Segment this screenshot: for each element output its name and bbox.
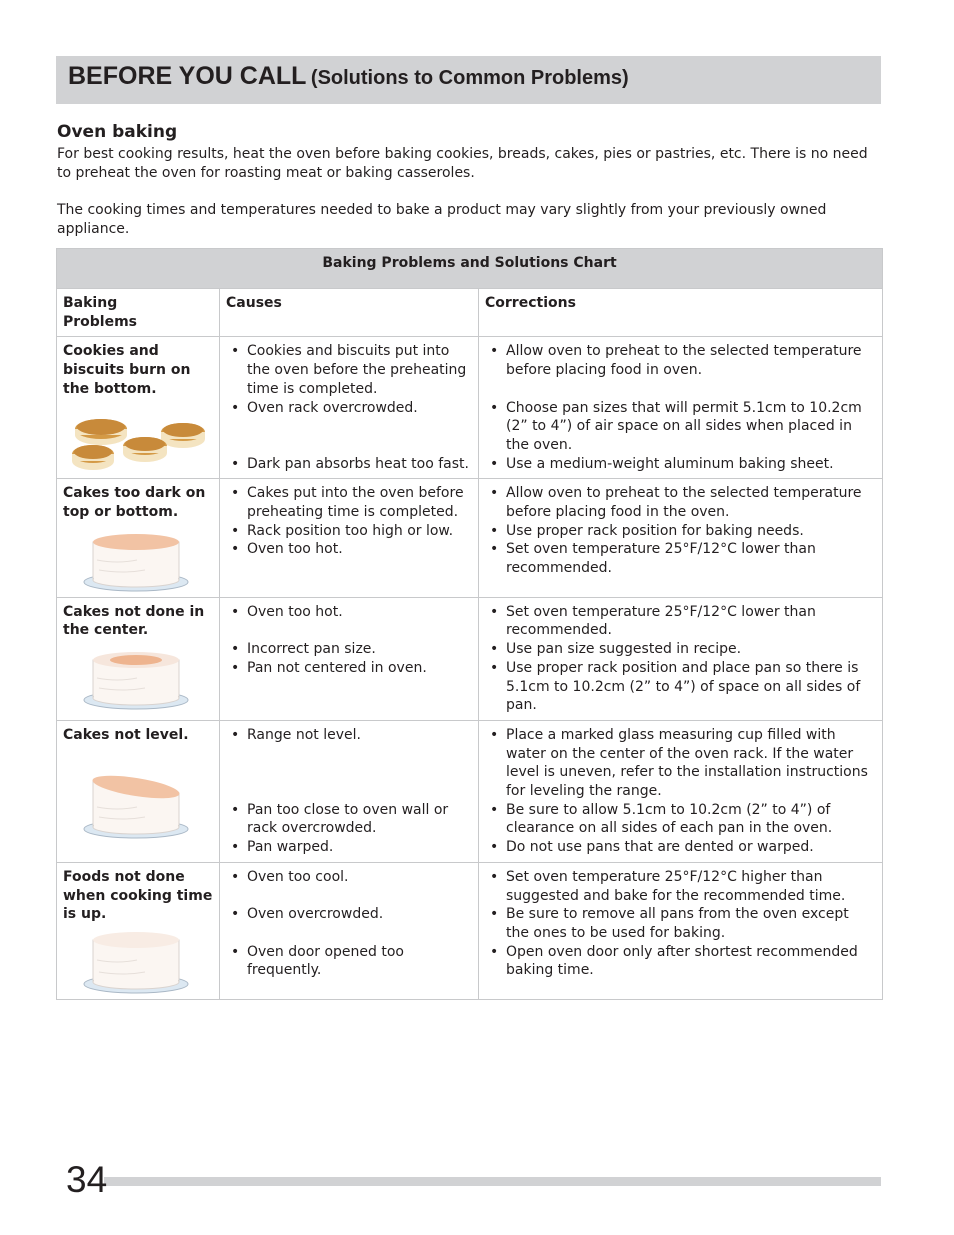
cause-item: • Pan too close to oven wall or rack overcrowded. (226, 801, 472, 838)
cookies-icon (71, 405, 205, 473)
cookie-3 (72, 445, 114, 470)
cause-item: • Oven overcrowded. (226, 905, 472, 924)
corrections-cell (479, 337, 883, 479)
causes-cell (220, 337, 479, 479)
correction-item: • Open oven door only after shortest recommended baking time. (485, 943, 876, 980)
cause-item: • Rack position too high or low. (226, 522, 472, 541)
correction-item: • Place a marked glass measuring cup filled with water on the center of the oven rack. If the water level is uneven, refer to the installation instructions for leveling the range. (485, 726, 876, 801)
cause-item: • Oven too hot. (226, 540, 472, 559)
cause-item: • Oven too cool. (226, 868, 472, 887)
column-header-problems: Baking Problems (57, 289, 220, 337)
problem-text: Cookies and biscuits burn on the bottom. (63, 343, 191, 397)
cause-item: • Incorrect pan size. (226, 640, 472, 659)
cause-item: • Oven door opened too frequently. (226, 943, 472, 980)
causes-cell (220, 479, 479, 597)
cause-item: • Pan warped. (226, 838, 472, 857)
problem-cell (57, 479, 220, 597)
correction-item: • Allow oven to preheat to the selected temperature before placing food in the oven. (485, 484, 876, 521)
corrections-cell (479, 479, 883, 597)
corrections-cell (479, 720, 883, 862)
tilted-cake-icon (81, 771, 191, 841)
cause-item: • Cakes put into the oven before preheating time is completed. (226, 484, 472, 521)
table-row (57, 597, 883, 720)
problem-cell (57, 720, 220, 862)
problem-text: Cakes not level. (63, 726, 189, 743)
cookie-4 (123, 437, 167, 462)
baking-problems-table (56, 248, 883, 1000)
cause-item: • Dark pan absorbs heat too fast. (226, 455, 472, 474)
problem-cell (57, 862, 220, 999)
cake-icon (81, 928, 191, 994)
page-number: 34 (66, 1159, 108, 1200)
cause-item: • Range not level. (226, 726, 472, 745)
intro-paragraph-1: For best cooking results, heat the oven before baking cookies, breads, cakes, pies or pastries, etc. There is no need to preheat the oven for roasting meat or baking casseroles. (57, 146, 868, 181)
section-title: Oven baking (57, 122, 178, 142)
correction-item: • Do not use pans that are dented or warped. (485, 838, 876, 857)
page-title-main: BEFORE YOU CALL (68, 62, 307, 90)
problem-cell (57, 597, 220, 720)
table-row (57, 862, 883, 999)
cause-item: • Cookies and biscuits put into the oven before the preheating time is completed. (226, 342, 472, 398)
corrections-cell (479, 597, 883, 720)
cookie-1 (75, 419, 127, 445)
cookie-2 (161, 423, 205, 448)
causes-cell (220, 862, 479, 999)
problem-text: Foods not done when cooking time is up. (63, 868, 213, 923)
table-title-row (57, 249, 883, 289)
correction-item: • Set oven temperature 25°F/12°C lower than recommended. (485, 603, 876, 640)
column-header-corrections: Corrections (479, 289, 883, 337)
table-row (57, 337, 883, 479)
problem-cell (57, 337, 220, 479)
correction-item: • Set oven temperature 25°F/12°C higher than suggested and bake for the recommended time. (485, 868, 876, 905)
footer-bar (104, 1177, 881, 1186)
correction-item: • Use pan size suggested in recipe. (485, 640, 876, 659)
problem-text: Cakes too dark on top or bottom. (63, 485, 206, 521)
causes-cell (220, 720, 479, 862)
table-header-row (57, 289, 883, 337)
correction-item: • Be sure to allow 5.1cm to 10.2cm (2” to 4”) of clearance on all sides of each pan in the oven. (485, 801, 876, 838)
correction-item: • Be sure to remove all pans from the oven except the ones to be used for baking. (485, 905, 876, 942)
causes-cell (220, 597, 479, 720)
page-title (68, 62, 629, 91)
table-row (57, 479, 883, 597)
intro-paragraph-2: The cooking times and temperatures needed to bake a product may vary slightly from your previously owned appliance. (57, 202, 827, 237)
correction-item: • Use proper rack position for baking needs. (485, 522, 876, 541)
problem-text: Cakes not done in the center. (63, 603, 205, 639)
cake-icon (81, 530, 191, 592)
page-title-sub: (Solutions to Common Problems) (310, 67, 629, 89)
header-bar (56, 56, 881, 104)
table-title: Baking Problems and Solutions Chart (57, 249, 883, 289)
correction-item: • Use proper rack position and place pan so there is 5.1cm to 10.2cm (2” to 4”) of space on all sides of pan. (485, 659, 876, 715)
cause-item: • Oven too hot. (226, 603, 472, 622)
cause-item: • Oven rack overcrowded. (226, 399, 472, 418)
column-header-causes: Causes (220, 289, 479, 337)
table-row (57, 720, 883, 862)
corrections-cell (479, 862, 883, 999)
cause-item: • Pan not centered in oven. (226, 659, 472, 678)
correction-item: • Choose pan sizes that will permit 5.1cm to 10.2cm (2” to 4”) of air space on all sides when placed in the oven. (485, 399, 876, 455)
correction-item: • Use a medium-weight aluminum baking sheet. (485, 455, 876, 474)
correction-item: • Set oven temperature 25°F/12°C lower than recommended. (485, 540, 876, 577)
cake-icon (81, 648, 191, 710)
correction-item: • Allow oven to preheat to the selected temperature before placing food in oven. (485, 342, 876, 379)
